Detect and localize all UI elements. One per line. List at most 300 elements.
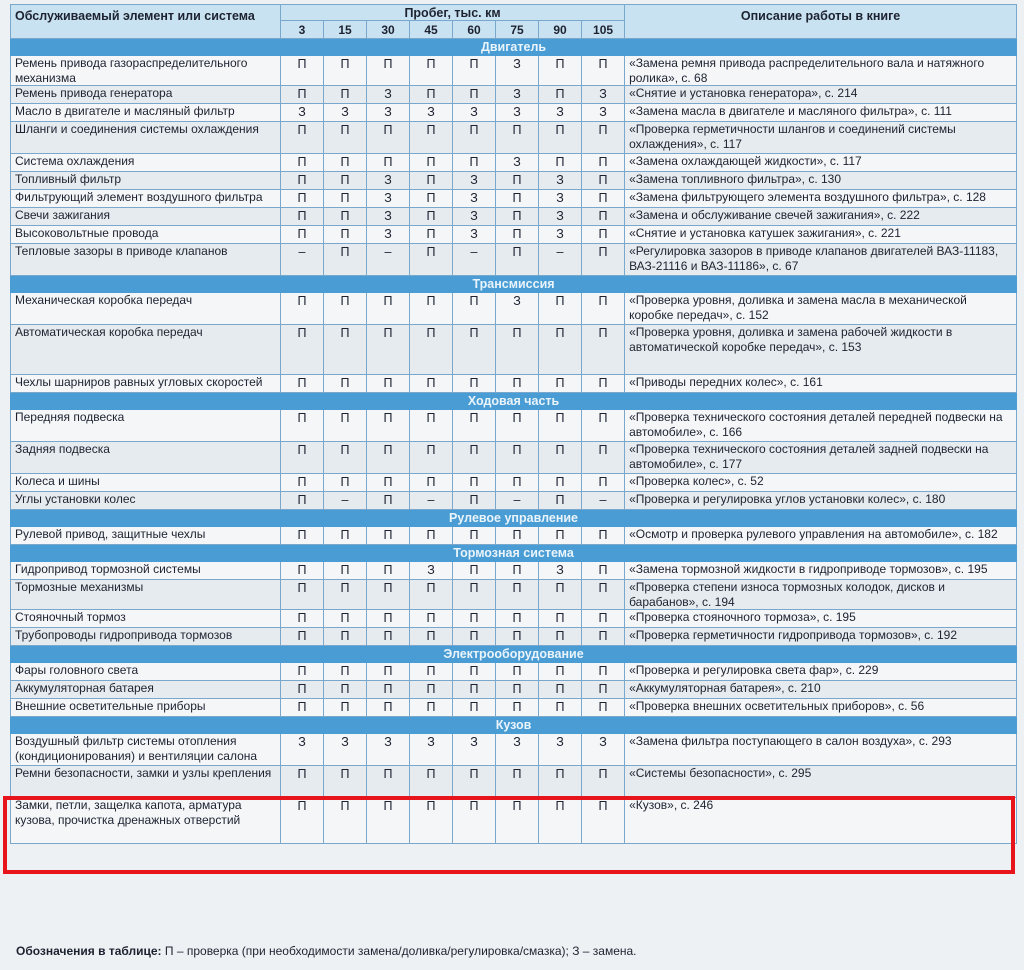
mark-cell: П: [496, 190, 539, 208]
mark-cell: П: [367, 766, 410, 798]
mark-cell: П: [496, 244, 539, 276]
description-text: «Замена фильтрующего элемента воздушного фильтра», с. 128: [625, 190, 1017, 208]
mark-cell: П: [281, 798, 324, 844]
mark-cell: П: [539, 122, 582, 154]
mark-cell: П: [582, 410, 625, 442]
element-name: Ремни безопасности, замки и узлы крепления: [11, 766, 281, 798]
mark-cell: П: [281, 681, 324, 699]
description-column-header: Описание работы в книге: [625, 5, 1017, 39]
table-row: [11, 190, 1017, 208]
mileage-105: 105: [582, 21, 625, 39]
description-text: «Проверка и регулировка углов установки колес», с. 180: [625, 492, 1017, 510]
mark-cell: П: [453, 580, 496, 610]
mark-cell: П: [367, 474, 410, 492]
mark-cell: П: [496, 699, 539, 717]
mark-cell: П: [367, 325, 410, 375]
mark-cell: –: [410, 492, 453, 510]
mark-cell: З: [453, 226, 496, 244]
mark-cell: П: [367, 154, 410, 172]
element-name: Автоматическая коробка передач: [11, 325, 281, 375]
mark-cell: П: [496, 325, 539, 375]
mark-cell: П: [582, 562, 625, 580]
mark-cell: П: [324, 226, 367, 244]
element-name: Топливный фильтр: [11, 172, 281, 190]
mark-cell: П: [582, 628, 625, 646]
mark-cell: З: [496, 86, 539, 104]
element-name: Задняя подвеска: [11, 442, 281, 474]
section-header: [11, 393, 1017, 410]
table-row: [11, 172, 1017, 190]
description-text: «Приводы передних колес», с. 161: [625, 375, 1017, 393]
mark-cell: П: [324, 293, 367, 325]
mark-cell: П: [324, 562, 367, 580]
mark-cell: П: [453, 122, 496, 154]
mark-cell: П: [539, 474, 582, 492]
mark-cell: П: [539, 580, 582, 610]
mark-cell: П: [324, 244, 367, 276]
table-row: [11, 104, 1017, 122]
element-name: Чехлы шарниров равных угловых скоростей: [11, 375, 281, 393]
table-row: [11, 681, 1017, 699]
mark-cell: П: [281, 610, 324, 628]
mark-cell: З: [281, 104, 324, 122]
element-name: Стояночный тормоз: [11, 610, 281, 628]
mark-cell: П: [281, 154, 324, 172]
description-text: «Проверка технического состояния деталей передней подвески на автомобиле», с. 166: [625, 410, 1017, 442]
mileage-90: 90: [539, 21, 582, 39]
mark-cell: З: [539, 208, 582, 226]
mark-cell: П: [453, 628, 496, 646]
mark-cell: З: [453, 172, 496, 190]
mileage-45: 45: [410, 21, 453, 39]
mark-cell: П: [367, 442, 410, 474]
section-header: [11, 717, 1017, 734]
description-text: «Замена и обслуживание свечей зажигания», с. 222: [625, 208, 1017, 226]
element-name: Внешние осветительные приборы: [11, 699, 281, 717]
mark-cell: П: [410, 208, 453, 226]
section-title: Трансмиссия: [11, 276, 1017, 293]
mark-cell: П: [410, 86, 453, 104]
description-text: «Замена охлаждающей жидкости», с. 117: [625, 154, 1017, 172]
mark-cell: З: [582, 86, 625, 104]
mark-cell: П: [496, 610, 539, 628]
mark-cell: П: [281, 562, 324, 580]
mark-cell: П: [324, 628, 367, 646]
mark-cell: П: [281, 190, 324, 208]
mark-cell: П: [453, 766, 496, 798]
table-row: [11, 122, 1017, 154]
element-name: Передняя подвеска: [11, 410, 281, 442]
section-title: Электрооборудование: [11, 646, 1017, 663]
mark-cell: З: [453, 208, 496, 226]
mark-cell: П: [281, 663, 324, 681]
mark-cell: З: [496, 104, 539, 122]
mark-cell: П: [496, 442, 539, 474]
description-text: «Проверка стояночного тормоза», с. 195: [625, 610, 1017, 628]
table-row: [11, 293, 1017, 325]
table-row: [11, 580, 1017, 610]
mark-cell: П: [582, 226, 625, 244]
mark-cell: П: [582, 527, 625, 545]
mark-cell: П: [453, 410, 496, 442]
section-header: [11, 646, 1017, 663]
mark-cell: З: [582, 104, 625, 122]
mark-cell: П: [281, 172, 324, 190]
mark-cell: П: [496, 527, 539, 545]
mark-cell: П: [496, 681, 539, 699]
mileage-75: 75: [496, 21, 539, 39]
mark-cell: П: [281, 474, 324, 492]
element-name: Фары головного света: [11, 663, 281, 681]
mark-cell: П: [410, 226, 453, 244]
mark-cell: П: [324, 610, 367, 628]
mark-cell: П: [453, 798, 496, 844]
mark-cell: П: [496, 474, 539, 492]
mark-cell: П: [582, 580, 625, 610]
description-text: «Кузов», с. 246: [625, 798, 1017, 844]
mark-cell: П: [539, 628, 582, 646]
mark-cell: П: [453, 492, 496, 510]
mark-cell: П: [453, 56, 496, 86]
mark-cell: П: [496, 208, 539, 226]
mark-cell: П: [496, 226, 539, 244]
mark-cell: П: [281, 492, 324, 510]
table-row: [11, 86, 1017, 104]
element-name: Ремень привода генератора: [11, 86, 281, 104]
mark-cell: П: [539, 699, 582, 717]
mark-cell: З: [453, 190, 496, 208]
mark-cell: П: [582, 681, 625, 699]
element-name: Трубопроводы гидропривода тормозов: [11, 628, 281, 646]
mark-cell: П: [324, 527, 367, 545]
mark-cell: З: [324, 104, 367, 122]
mark-cell: П: [539, 86, 582, 104]
mark-cell: П: [410, 172, 453, 190]
mark-cell: П: [324, 154, 367, 172]
mark-cell: П: [281, 208, 324, 226]
mark-cell: П: [281, 293, 324, 325]
description-text: «Проверка степени износа тормозных колодок, дисков и барабанов», с. 194: [625, 580, 1017, 610]
element-name: Замки, петли, защелка капота, арматура кузова, прочистка дренажных отверстий: [11, 798, 281, 844]
mark-cell: –: [582, 492, 625, 510]
description-text: «Проверка внешних осветительных приборов», с. 56: [625, 699, 1017, 717]
mark-cell: П: [453, 325, 496, 375]
element-name: Тормозные механизмы: [11, 580, 281, 610]
table-row: [11, 610, 1017, 628]
mark-cell: –: [539, 244, 582, 276]
mark-cell: П: [410, 375, 453, 393]
mark-cell: П: [582, 190, 625, 208]
mark-cell: П: [410, 122, 453, 154]
mark-cell: П: [367, 293, 410, 325]
mark-cell: П: [281, 410, 324, 442]
mark-cell: З: [324, 734, 367, 766]
mark-cell: П: [324, 172, 367, 190]
mark-cell: П: [496, 663, 539, 681]
mark-cell: З: [367, 226, 410, 244]
element-name: Масло в двигателе и масляный фильтр: [11, 104, 281, 122]
element-name: Шланги и соединения системы охлаждения: [11, 122, 281, 154]
maintenance-table: [10, 4, 1017, 844]
element-name: Воздушный фильтр системы отопления (кондиционирования) и вентиляции салона: [11, 734, 281, 766]
mark-cell: П: [324, 325, 367, 375]
mark-cell: З: [496, 734, 539, 766]
element-name: Система охлаждения: [11, 154, 281, 172]
description-text: «Осмотр и проверка рулевого управления на автомобиле», с. 182: [625, 527, 1017, 545]
element-name: Ремень привода газораспределительного механизма: [11, 56, 281, 86]
description-text: «Проверка технического состояния деталей задней подвески на автомобиле», с. 177: [625, 442, 1017, 474]
table-row: [11, 527, 1017, 545]
table-row: [11, 628, 1017, 646]
section-title: Тормозная система: [11, 545, 1017, 562]
mark-cell: П: [324, 580, 367, 610]
mark-cell: З: [453, 104, 496, 122]
mark-cell: П: [324, 766, 367, 798]
description-text: «Снятие и установка катушек зажигания», с. 221: [625, 226, 1017, 244]
section-header: [11, 545, 1017, 562]
mark-cell: П: [410, 325, 453, 375]
mark-cell: П: [453, 442, 496, 474]
mark-cell: П: [324, 410, 367, 442]
description-text: «Аккумуляторная батарея», с. 210: [625, 681, 1017, 699]
mark-cell: П: [582, 442, 625, 474]
description-text: «Проверка герметичности шлангов и соединений системы охлаждения», с. 117: [625, 122, 1017, 154]
legend-text: П – проверка (при необходимости замена/доливка/регулировка/смазка); З – замена.: [164, 944, 637, 958]
mark-cell: П: [496, 562, 539, 580]
description-text: «Замена масла в двигателе и масляного фильтра», с. 111: [625, 104, 1017, 122]
mark-cell: П: [582, 122, 625, 154]
mark-cell: П: [582, 474, 625, 492]
element-column-header: Обслуживаемый элемент или система: [11, 5, 281, 39]
mark-cell: П: [582, 172, 625, 190]
mark-cell: П: [496, 766, 539, 798]
mark-cell: –: [496, 492, 539, 510]
mark-cell: П: [582, 610, 625, 628]
mark-cell: П: [453, 610, 496, 628]
section-header: [11, 510, 1017, 527]
mark-cell: П: [496, 172, 539, 190]
mark-cell: П: [324, 208, 367, 226]
mark-cell: П: [539, 663, 582, 681]
mark-cell: П: [453, 562, 496, 580]
mark-cell: П: [410, 527, 453, 545]
mark-cell: П: [539, 798, 582, 844]
mark-cell: П: [410, 442, 453, 474]
mark-cell: З: [539, 104, 582, 122]
description-text: «Проверка колес», с. 52: [625, 474, 1017, 492]
mark-cell: П: [324, 190, 367, 208]
mark-cell: З: [367, 734, 410, 766]
mark-cell: З: [496, 293, 539, 325]
table-row: [11, 562, 1017, 580]
mark-cell: П: [367, 492, 410, 510]
description-text: «Снятие и установка генератора», с. 214: [625, 86, 1017, 104]
legend: [16, 944, 637, 958]
mark-cell: П: [367, 56, 410, 86]
mark-cell: П: [410, 628, 453, 646]
mark-cell: П: [539, 375, 582, 393]
table-row: [11, 474, 1017, 492]
mark-cell: П: [367, 699, 410, 717]
mark-cell: П: [539, 410, 582, 442]
mark-cell: П: [367, 628, 410, 646]
mark-cell: П: [367, 610, 410, 628]
mark-cell: П: [539, 56, 582, 86]
description-text: «Системы безопасности», с. 295: [625, 766, 1017, 798]
mark-cell: П: [453, 86, 496, 104]
mark-cell: З: [453, 734, 496, 766]
mark-cell: П: [496, 410, 539, 442]
mark-cell: –: [367, 244, 410, 276]
mark-cell: П: [539, 527, 582, 545]
description-text: «Проверка и регулировка света фар», с. 229: [625, 663, 1017, 681]
mark-cell: П: [582, 293, 625, 325]
mark-cell: П: [410, 663, 453, 681]
mark-cell: П: [453, 527, 496, 545]
mark-cell: П: [324, 474, 367, 492]
mark-cell: П: [496, 628, 539, 646]
mark-cell: П: [539, 293, 582, 325]
mark-cell: П: [539, 610, 582, 628]
mark-cell: П: [539, 325, 582, 375]
mark-cell: З: [539, 190, 582, 208]
table-row: [11, 244, 1017, 276]
element-name: Высоковольтные провода: [11, 226, 281, 244]
mark-cell: П: [496, 798, 539, 844]
section-title: Ходовая часть: [11, 393, 1017, 410]
mark-cell: З: [367, 172, 410, 190]
mileage-30: 30: [367, 21, 410, 39]
table-row: [11, 663, 1017, 681]
mark-cell: П: [410, 293, 453, 325]
mark-cell: З: [410, 734, 453, 766]
mark-cell: П: [410, 244, 453, 276]
mark-cell: П: [367, 663, 410, 681]
mark-cell: П: [324, 86, 367, 104]
mark-cell: П: [367, 375, 410, 393]
table-row: [11, 226, 1017, 244]
mark-cell: П: [453, 681, 496, 699]
mark-cell: З: [367, 86, 410, 104]
mileage-header: Пробег, тыс. км: [281, 5, 625, 21]
mark-cell: П: [281, 375, 324, 393]
mark-cell: П: [539, 766, 582, 798]
mileage-60: 60: [453, 21, 496, 39]
mark-cell: З: [539, 562, 582, 580]
element-name: Углы установки колес: [11, 492, 281, 510]
mark-cell: П: [453, 375, 496, 393]
mark-cell: П: [281, 699, 324, 717]
mark-cell: П: [281, 766, 324, 798]
mark-cell: П: [582, 244, 625, 276]
mileage-15: 15: [324, 21, 367, 39]
section-title: Рулевое управление: [11, 510, 1017, 527]
mark-cell: З: [539, 172, 582, 190]
mark-cell: П: [367, 681, 410, 699]
mark-cell: П: [281, 580, 324, 610]
description-text: «Регулировка зазоров в приводе клапанов двигателей ВАЗ-11183, ВАЗ-21116 и ВАЗ-11186», с. 67: [625, 244, 1017, 276]
element-name: Гидропривод тормозной системы: [11, 562, 281, 580]
table-row: [11, 492, 1017, 510]
mark-cell: П: [410, 681, 453, 699]
mark-cell: П: [410, 580, 453, 610]
mark-cell: П: [367, 580, 410, 610]
mark-cell: П: [410, 154, 453, 172]
mark-cell: П: [367, 122, 410, 154]
mark-cell: П: [281, 442, 324, 474]
mileage-3: 3: [281, 21, 324, 39]
mark-cell: П: [453, 663, 496, 681]
mark-cell: П: [324, 663, 367, 681]
mark-cell: П: [324, 681, 367, 699]
mark-cell: П: [281, 527, 324, 545]
legend-label: Обозначения в таблице:: [16, 944, 162, 958]
mark-cell: П: [496, 122, 539, 154]
description-text: «Замена топливного фильтра», с. 130: [625, 172, 1017, 190]
mark-cell: П: [324, 699, 367, 717]
element-name: Механическая коробка передач: [11, 293, 281, 325]
mark-cell: П: [281, 226, 324, 244]
element-name: Колеса и шины: [11, 474, 281, 492]
mark-cell: –: [324, 492, 367, 510]
mark-cell: –: [281, 244, 324, 276]
table-row: [11, 154, 1017, 172]
description-text: «Проверка герметичности гидропривода тормозов», с. 192: [625, 628, 1017, 646]
element-name: Аккумуляторная батарея: [11, 681, 281, 699]
mark-cell: П: [582, 154, 625, 172]
mark-cell: П: [367, 410, 410, 442]
description-text: «Проверка уровня, доливка и замена рабочей жидкости в автоматической коробке передач», с. 153: [625, 325, 1017, 375]
mark-cell: З: [496, 56, 539, 86]
mark-cell: З: [496, 154, 539, 172]
table-row: [11, 766, 1017, 798]
mark-cell: П: [367, 562, 410, 580]
element-name: Тепловые зазоры в приводе клапанов: [11, 244, 281, 276]
mark-cell: П: [582, 798, 625, 844]
mark-cell: П: [539, 492, 582, 510]
mark-cell: П: [367, 798, 410, 844]
mark-cell: П: [410, 190, 453, 208]
table-row: [11, 325, 1017, 375]
table-row: [11, 56, 1017, 86]
mark-cell: П: [324, 442, 367, 474]
section-header: [11, 39, 1017, 56]
mark-cell: П: [582, 208, 625, 226]
mark-cell: П: [582, 699, 625, 717]
table-row: [11, 375, 1017, 393]
table-row: [11, 699, 1017, 717]
mark-cell: П: [453, 293, 496, 325]
mark-cell: П: [582, 766, 625, 798]
mark-cell: П: [410, 410, 453, 442]
mark-cell: П: [367, 527, 410, 545]
mark-cell: П: [453, 699, 496, 717]
mark-cell: П: [496, 375, 539, 393]
mark-cell: П: [324, 56, 367, 86]
mark-cell: П: [281, 628, 324, 646]
mark-cell: П: [410, 56, 453, 86]
mark-cell: П: [539, 681, 582, 699]
table-row: [11, 410, 1017, 442]
mark-cell: З: [410, 562, 453, 580]
table-row: [11, 208, 1017, 226]
mark-cell: П: [496, 580, 539, 610]
mark-cell: П: [410, 699, 453, 717]
description-text: «Проверка уровня, доливка и замена масла в механической коробке передач», с. 152: [625, 293, 1017, 325]
mark-cell: П: [281, 122, 324, 154]
mark-cell: П: [410, 798, 453, 844]
mark-cell: П: [539, 154, 582, 172]
